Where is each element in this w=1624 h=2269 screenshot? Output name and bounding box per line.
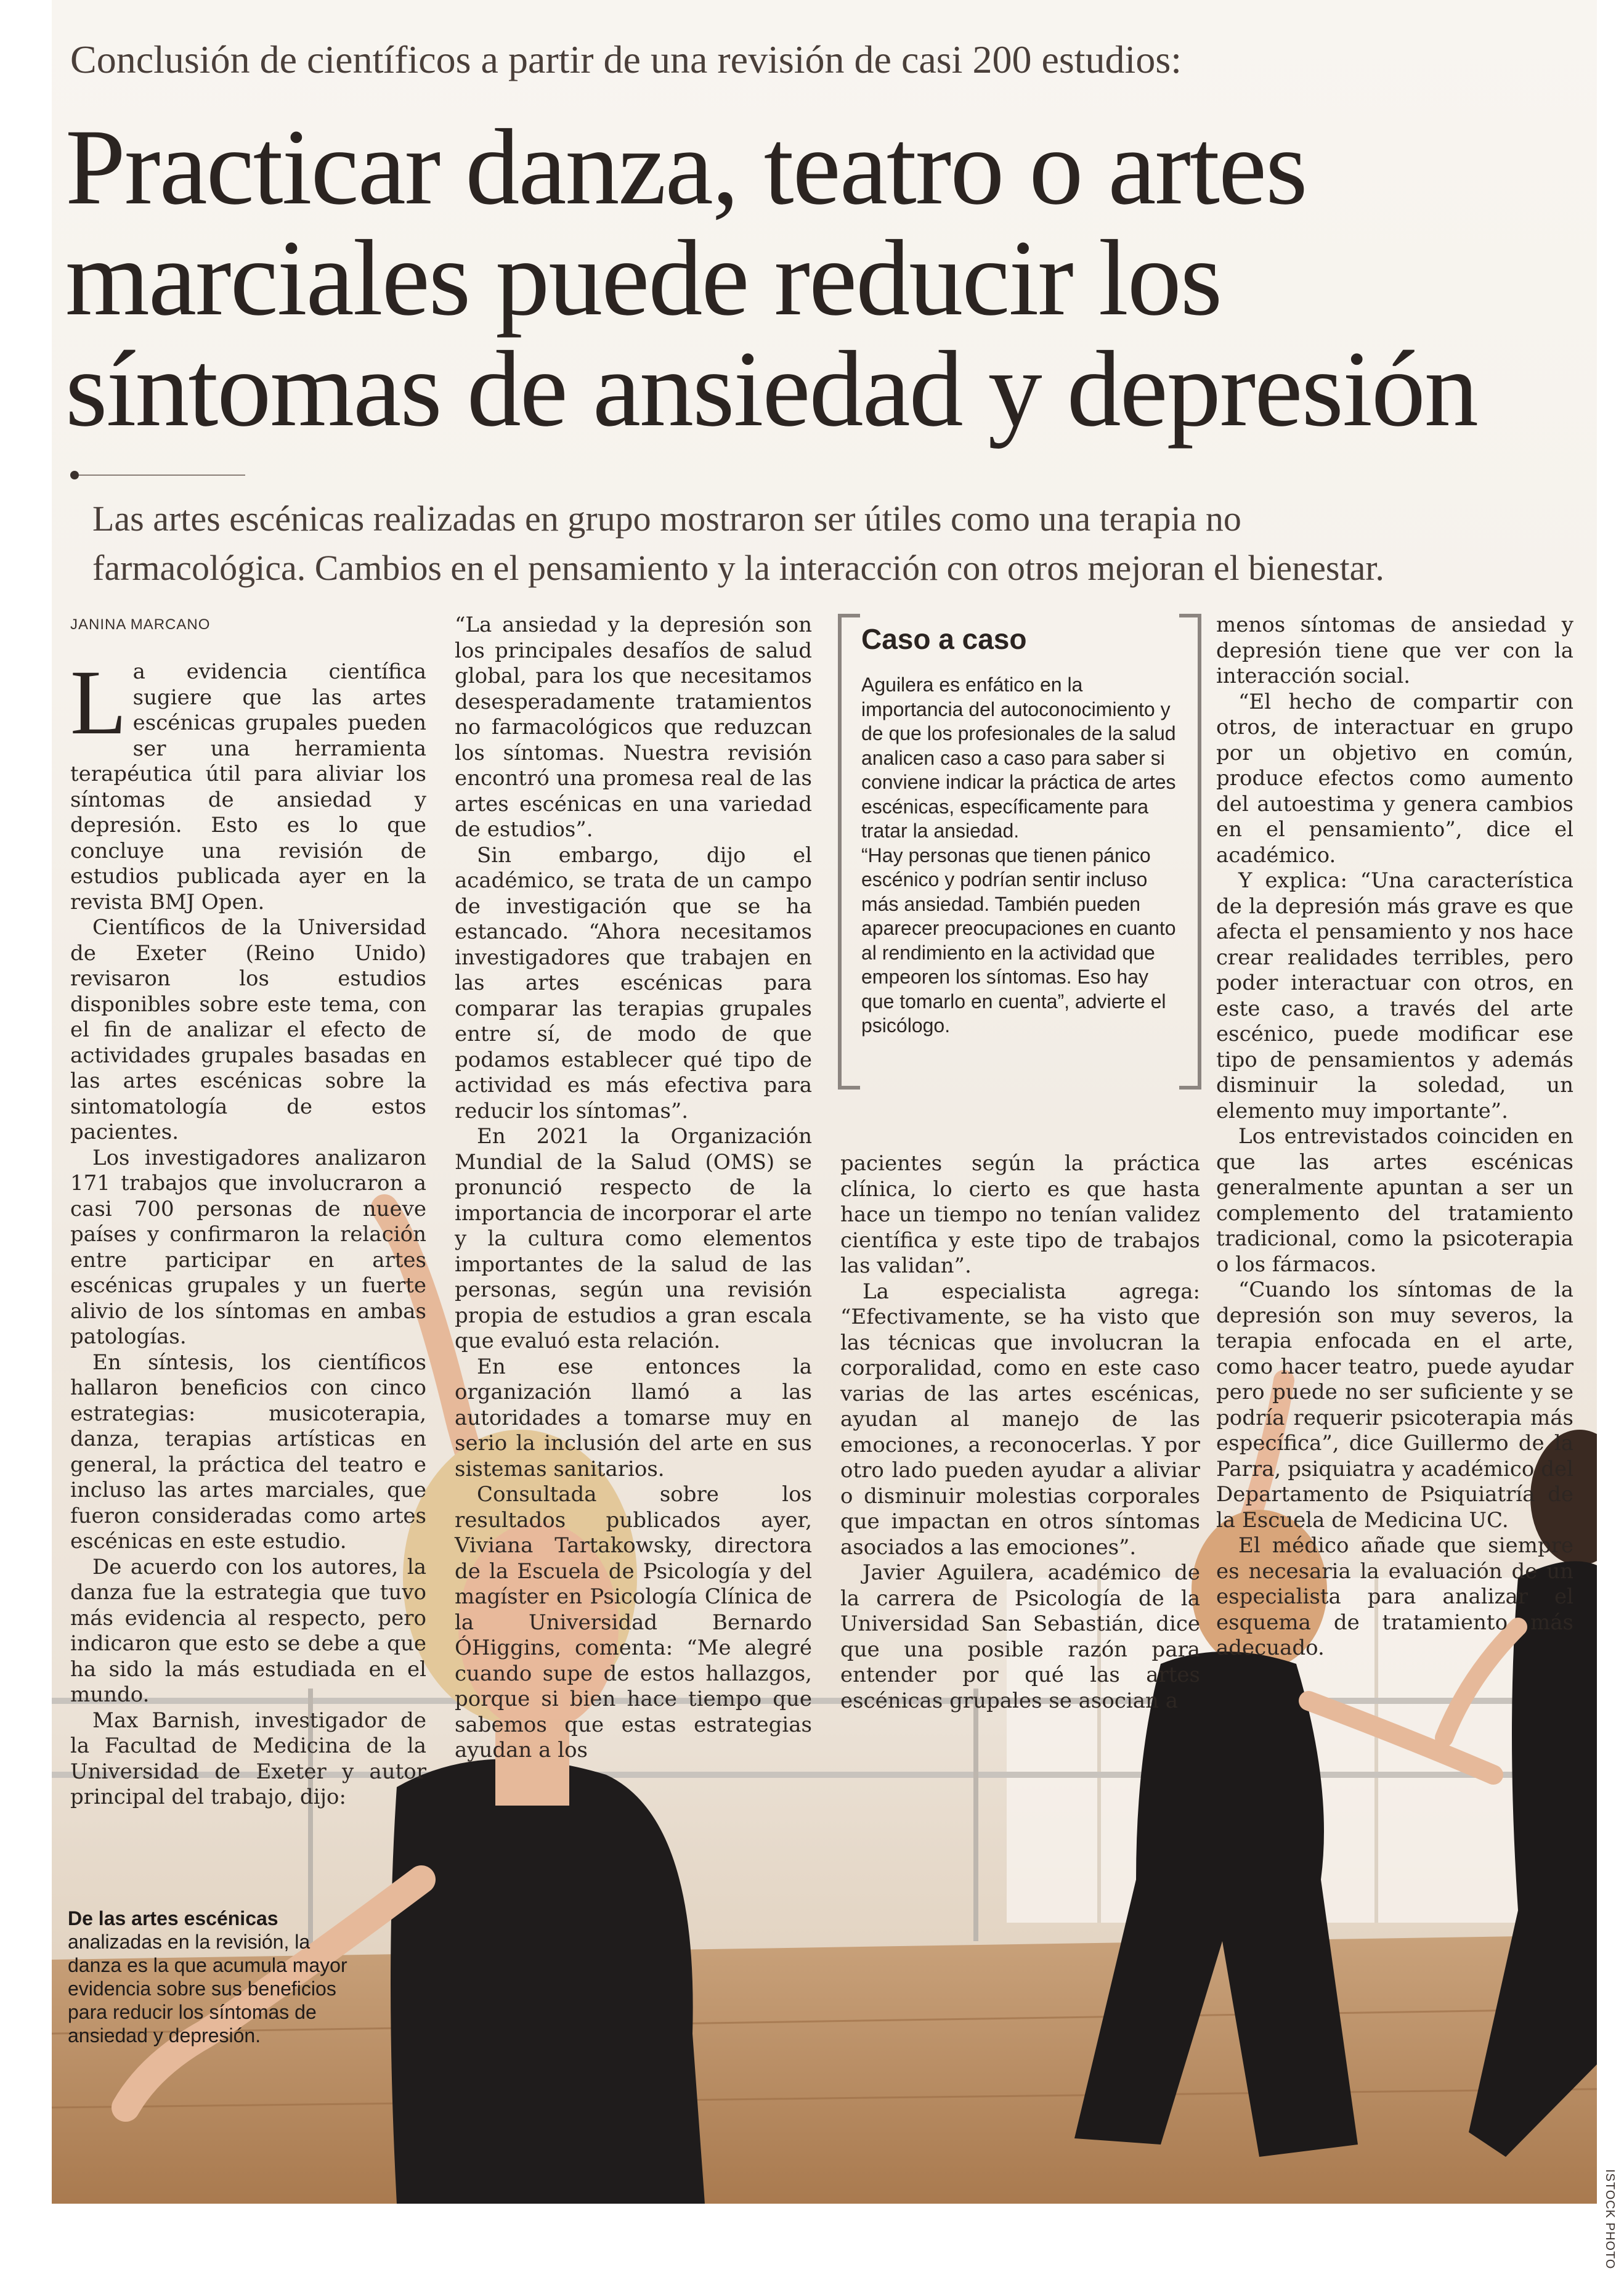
sidebar-paragraph: “Hay personas que tienen pánico escénico y podrían sentir incluso más ansiedad. También pueden aparecer preocupaciones en cuanto al rendimiento en la actividad que empeoren los síntomas. Eso hay que tomarlo en cuenta”, advierte el psicólogo. bbox=[861, 844, 1176, 1037]
headline bbox=[65, 107, 1587, 449]
divider-dot bbox=[70, 471, 79, 479]
paragraph: pacientes según la práctica clínica, lo cierto es que hasta hace un tiempo no tenían validez científica y este tipo de trabajos las validan”. bbox=[840, 1151, 1200, 1278]
bracket-right bbox=[1179, 614, 1201, 1090]
paragraph: Sin embargo, dijo el académico, se trata de un campo de investigación que se ha estancado. “Ahora necesitamos investigadores que trabajen en las artes escénicas para comparar las terapias grupales entre sí, de modo de que podamos establecer qué tipo de actividad es más efectiva para reducir los síntomas”. bbox=[455, 842, 812, 1123]
paragraph: “Cuando los síntomas de la depresión son muy severos, la terapia enfocada en el arte, como hacer teatro, puede ayudar pero puede no ser suficiente y se podría requerir psicoterapia más específica”, dice Guillermo de la Parra, psiquiatra y académico del Departamento de Psiquiatría de la Escuela de Medicina UC. bbox=[1216, 1277, 1573, 1533]
sidebar-box bbox=[838, 614, 1201, 1082]
photo-caption bbox=[68, 1907, 357, 2047]
headline-line: marciales puede reducir los bbox=[65, 218, 1222, 338]
deck bbox=[92, 494, 1559, 593]
paragraph: Max Barnish, investigador de la Facultad de Medicina de la Universidad de Exeter y autor principal del trabajo, dijo: bbox=[70, 1708, 426, 1809]
byline: JANINA MARCANO bbox=[70, 616, 211, 633]
article-column-4 bbox=[1216, 613, 1573, 1661]
photo-credit-text: ISTOCK PHOTO bbox=[1603, 2169, 1617, 2269]
sidebar-body bbox=[861, 673, 1182, 1038]
dropcap: L bbox=[70, 651, 127, 754]
paragraph: Científicos de la Universidad de Exeter (Reino Unido) revisaron los estudios disponibles sobre este tema, con el fin de analizar el efecto de actividades grupales basadas en las artes escénicas sobre la sintomatología de estos pacientes. bbox=[70, 915, 426, 1144]
sidebar-paragraph: Aguilera es enfático en la importancia del autoconocimiento y de que los profesionales de la salud analicen caso a caso para saber si conviene indicar la práctica de artes escénicas, específicamente para tratar la ansiedad. bbox=[861, 674, 1176, 842]
article-column-2 bbox=[455, 613, 812, 1764]
article-column-1 bbox=[70, 651, 426, 1811]
deck-line: Las artes escénicas realizadas en grupo mostraron ser útiles como una terapia no bbox=[92, 499, 1241, 539]
kicker: Conclusión de científicos a partir de una revisión de casi 200 estudios: bbox=[70, 38, 1182, 81]
paragraph: “La ansiedad y la depresión son los principales desafíos de salud global, para los que necesitamos desesperadamente tratamientos no farmacológicos que reduzcan los síntomas. Nuestra revisión encontró una promesa real de las artes escénicas en una variedad de estudios”. bbox=[455, 613, 812, 842]
newspaper-page bbox=[52, 0, 1597, 2204]
paragraph: En síntesis, los científicos hallaron beneficios con cinco estrategias: musicoterapia, danza, terapias artísticas en general, la práctica del teatro e incluso las artes marciales, que fueron consideradas como artes escénicas en este estudio. bbox=[70, 1350, 426, 1554]
paragraph: “El hecho de compartir con otros, de interactuar en grupo por un objetivo en común, produce efectos como aumento del autoestima y genera cambios en el pensamiento”, dice el académico. bbox=[1216, 689, 1573, 868]
sidebar-title: Caso a caso bbox=[861, 623, 1027, 655]
paragraph bbox=[70, 651, 426, 915]
paragraph: En ese entonces la organización llamó a las autoridades a tomarse muy en serio la inclusión del arte en sus sistemas sanitarios. bbox=[455, 1354, 812, 1481]
paragraph: menos síntomas de ansiedad y depresión tiene que ver con la interacción social. bbox=[1216, 613, 1573, 688]
paragraph: Consultada sobre los resultados publicados ayer, Viviana Tartakowsky, directora de la Escuela de Psicología y del magíster en Psicología Clínica de la Universidad Bernardo ÓHiggins, comenta: “Me alegré cuando supe de estos hallazgos, porque si bien hace tiempo que sabemos que estas estrategias ayudan a los bbox=[455, 1482, 812, 1762]
paragraph: Los investigadores analizaron 171 trabajos que involucraron a casi 700 personas de nueve países y confirmaron la relación entre participar en artes escénicas grupales y un fuerte alivio de los síntomas en ambas patologías. bbox=[70, 1145, 426, 1349]
photo-credit bbox=[1601, 2169, 1623, 2269]
headline-line: síntomas de ansiedad y depresión bbox=[65, 329, 1477, 449]
article-column-3 bbox=[840, 1151, 1200, 1714]
bracket-left bbox=[838, 614, 860, 1090]
deck-line: farmacológica. Cambios en el pensamiento y la interacción con otros mejoran el bienestar. bbox=[92, 548, 1384, 588]
paragraph: Los entrevistados coinciden en que las artes escénicas generalmente apuntan a ser un complemento del tratamiento tradicional, como la psicoterapia o los fármacos. bbox=[1216, 1124, 1573, 1277]
paragraph: Javier Aguilera, académico de la carrera de Psicología de la Universidad San Sebastián, dice que una posible razón para entender por qué las artes escénicas grupales se asocian a bbox=[840, 1560, 1200, 1713]
paragraph-text: a evidencia científica sugiere que las artes escénicas grupales pueden ser una herramienta terapéutica útil para aliviar los síntomas de ansiedad y depresión. Esto es lo que concluye una revisión de estudios publicada ayer en la revista BMJ Open. bbox=[70, 659, 426, 915]
divider-line bbox=[79, 475, 245, 476]
paragraph: Y explica: “Una característica de la depresión más grave es que afecta el pensamiento y nos hace crear realidades terribles, pero poder interactuar con otros, en este caso, a través del arte escénico, puede modificar ese tipo de pensamientos y además disminuir la soledad, un elemento muy importante”. bbox=[1216, 868, 1573, 1123]
paragraph: En 2021 la Organización Mundial de la Salud (OMS) se pronunció respecto de la importancia de incorporar el arte y la cultura como elementos importantes de la salud de las personas, según una revisión propia de estudios a gran escala que evaluó esta relación. bbox=[455, 1124, 812, 1353]
headline-line: Practicar danza, teatro o artes bbox=[65, 107, 1307, 227]
paragraph: De acuerdo con los autores, la danza fue la estrategia que tuvo más evidencia al respecto, pero indicaron que esto se debe a que ha sido la más estudiada en el mundo. bbox=[70, 1554, 426, 1707]
paragraph: El médico añade que siempre es necesaria la evaluación de un especialista para analizar el esquema de tratamiento más adecuado. bbox=[1216, 1533, 1573, 1660]
caption-text: analizadas en la revisión, la danza es la que acumula mayor evidencia sobre sus beneficios para reducir los síntomas de ansiedad y depresión. bbox=[68, 1931, 347, 2047]
paragraph: La especialista agrega: “Efectivamente, se ha visto que las técnicas que involucran la corporalidad, como en este caso varias de las artes escénicas, ayudan al manejo de las emociones, a reconocerlas. Y por otro lado pueden ayudar a aliviar o disminuir molestias corporales que impactan en otros síntomas asociados a las emociones”. bbox=[840, 1279, 1200, 1560]
caption-lead: De las artes escénicas bbox=[68, 1907, 278, 1929]
